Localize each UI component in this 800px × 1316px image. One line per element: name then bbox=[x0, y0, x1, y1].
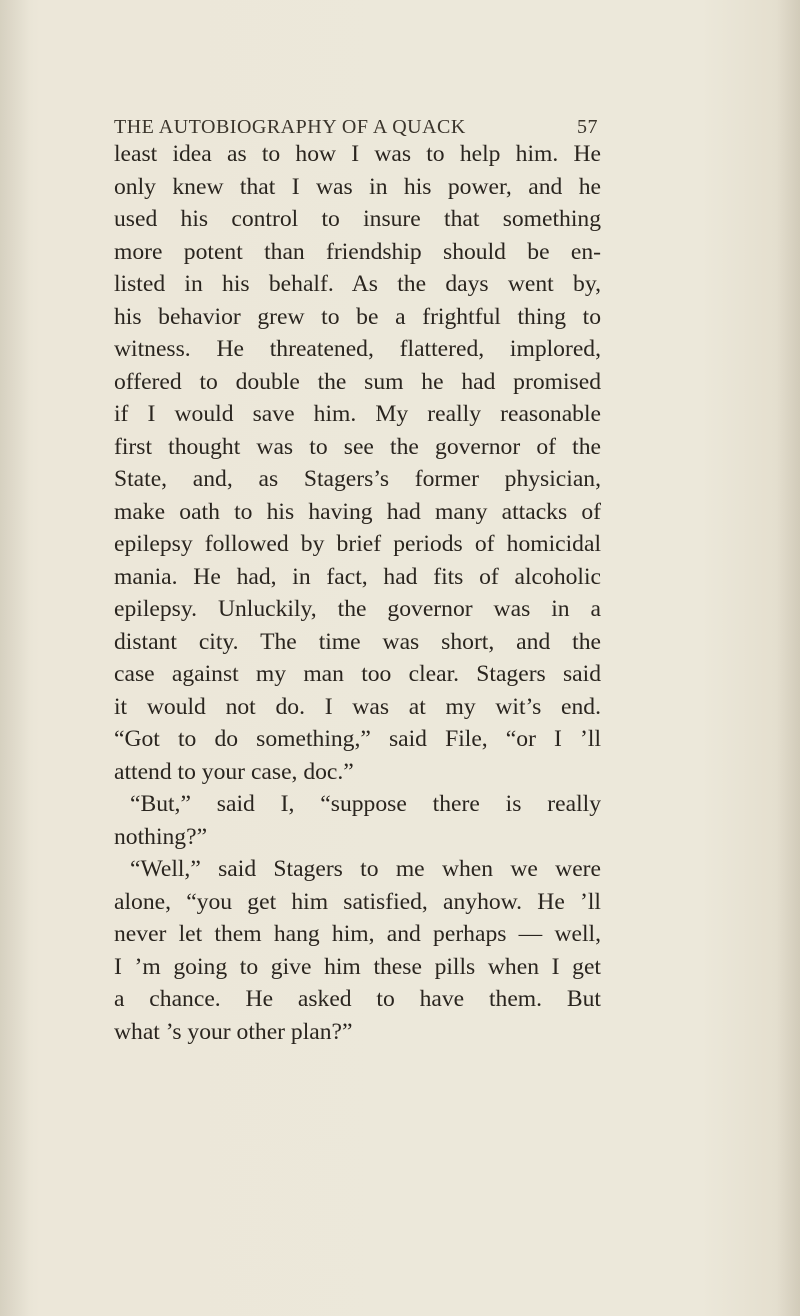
text-line: distant city. The time was short, and the bbox=[114, 628, 601, 655]
text-line: it would not do. I was at my wit’s end. bbox=[114, 693, 601, 720]
running-header bbox=[114, 116, 598, 139]
text-line: witness. He threatened, flattered, implored, bbox=[114, 336, 601, 362]
text-line: only knew that I was in his power, and he bbox=[114, 173, 601, 200]
text-line: “But,” said I, “suppose there is really bbox=[130, 791, 601, 817]
text-line: a chance. He asked to have them. But bbox=[114, 986, 601, 1012]
text-line: “Got to do something,” said File, “or I ’ll bbox=[114, 726, 601, 752]
text-line: his behavior grew to be a frightful thing to bbox=[114, 303, 601, 330]
text-line: least idea as to how I was to help him. He bbox=[114, 141, 601, 167]
text-line: never let them hang him, and perhaps — well, bbox=[114, 921, 601, 947]
text-line: alone, “you get him satisfied, anyhow. He ’ll bbox=[114, 888, 601, 915]
text-line: what ’s your other plan?” bbox=[114, 1018, 353, 1045]
text-line: epilepsy. Unluckily, the governor was in a bbox=[114, 596, 601, 622]
text-line: first thought was to see the governor of the bbox=[114, 433, 601, 460]
page-number: 57 bbox=[577, 116, 598, 138]
page-edge-shadow bbox=[776, 0, 800, 1316]
text-line: attend to your case, doc.” bbox=[114, 758, 354, 785]
text-line: used his control to insure that something bbox=[114, 206, 601, 232]
page-gutter-shadow bbox=[0, 0, 30, 1316]
text-line: case against my man too clear. Stagers said bbox=[114, 661, 601, 687]
text-line: “Well,” said Stagers to me when we were bbox=[130, 856, 601, 882]
text-line: make oath to his having had many attacks of bbox=[114, 498, 601, 525]
text-line: epilepsy followed by brief periods of homicidal bbox=[114, 531, 601, 557]
text-line: offered to double the sum he had promised bbox=[114, 368, 601, 395]
text-line: nothing?” bbox=[114, 823, 208, 850]
running-title: THE AUTOBIOGRAPHY OF A QUACK bbox=[114, 116, 466, 138]
text-line: if I would save him. My really reasonable bbox=[114, 401, 601, 427]
text-line: I ’m going to give him these pills when I get bbox=[114, 953, 601, 980]
text-line: mania. He had, in fact, had fits of alcoholic bbox=[114, 563, 601, 590]
text-line: listed in his behalf. As the days went by, bbox=[114, 271, 601, 297]
text-line: more potent than friendship should be en- bbox=[114, 238, 601, 265]
body-text bbox=[114, 138, 601, 1048]
text-line: State, and, as Stagers’s former physician, bbox=[114, 466, 601, 492]
